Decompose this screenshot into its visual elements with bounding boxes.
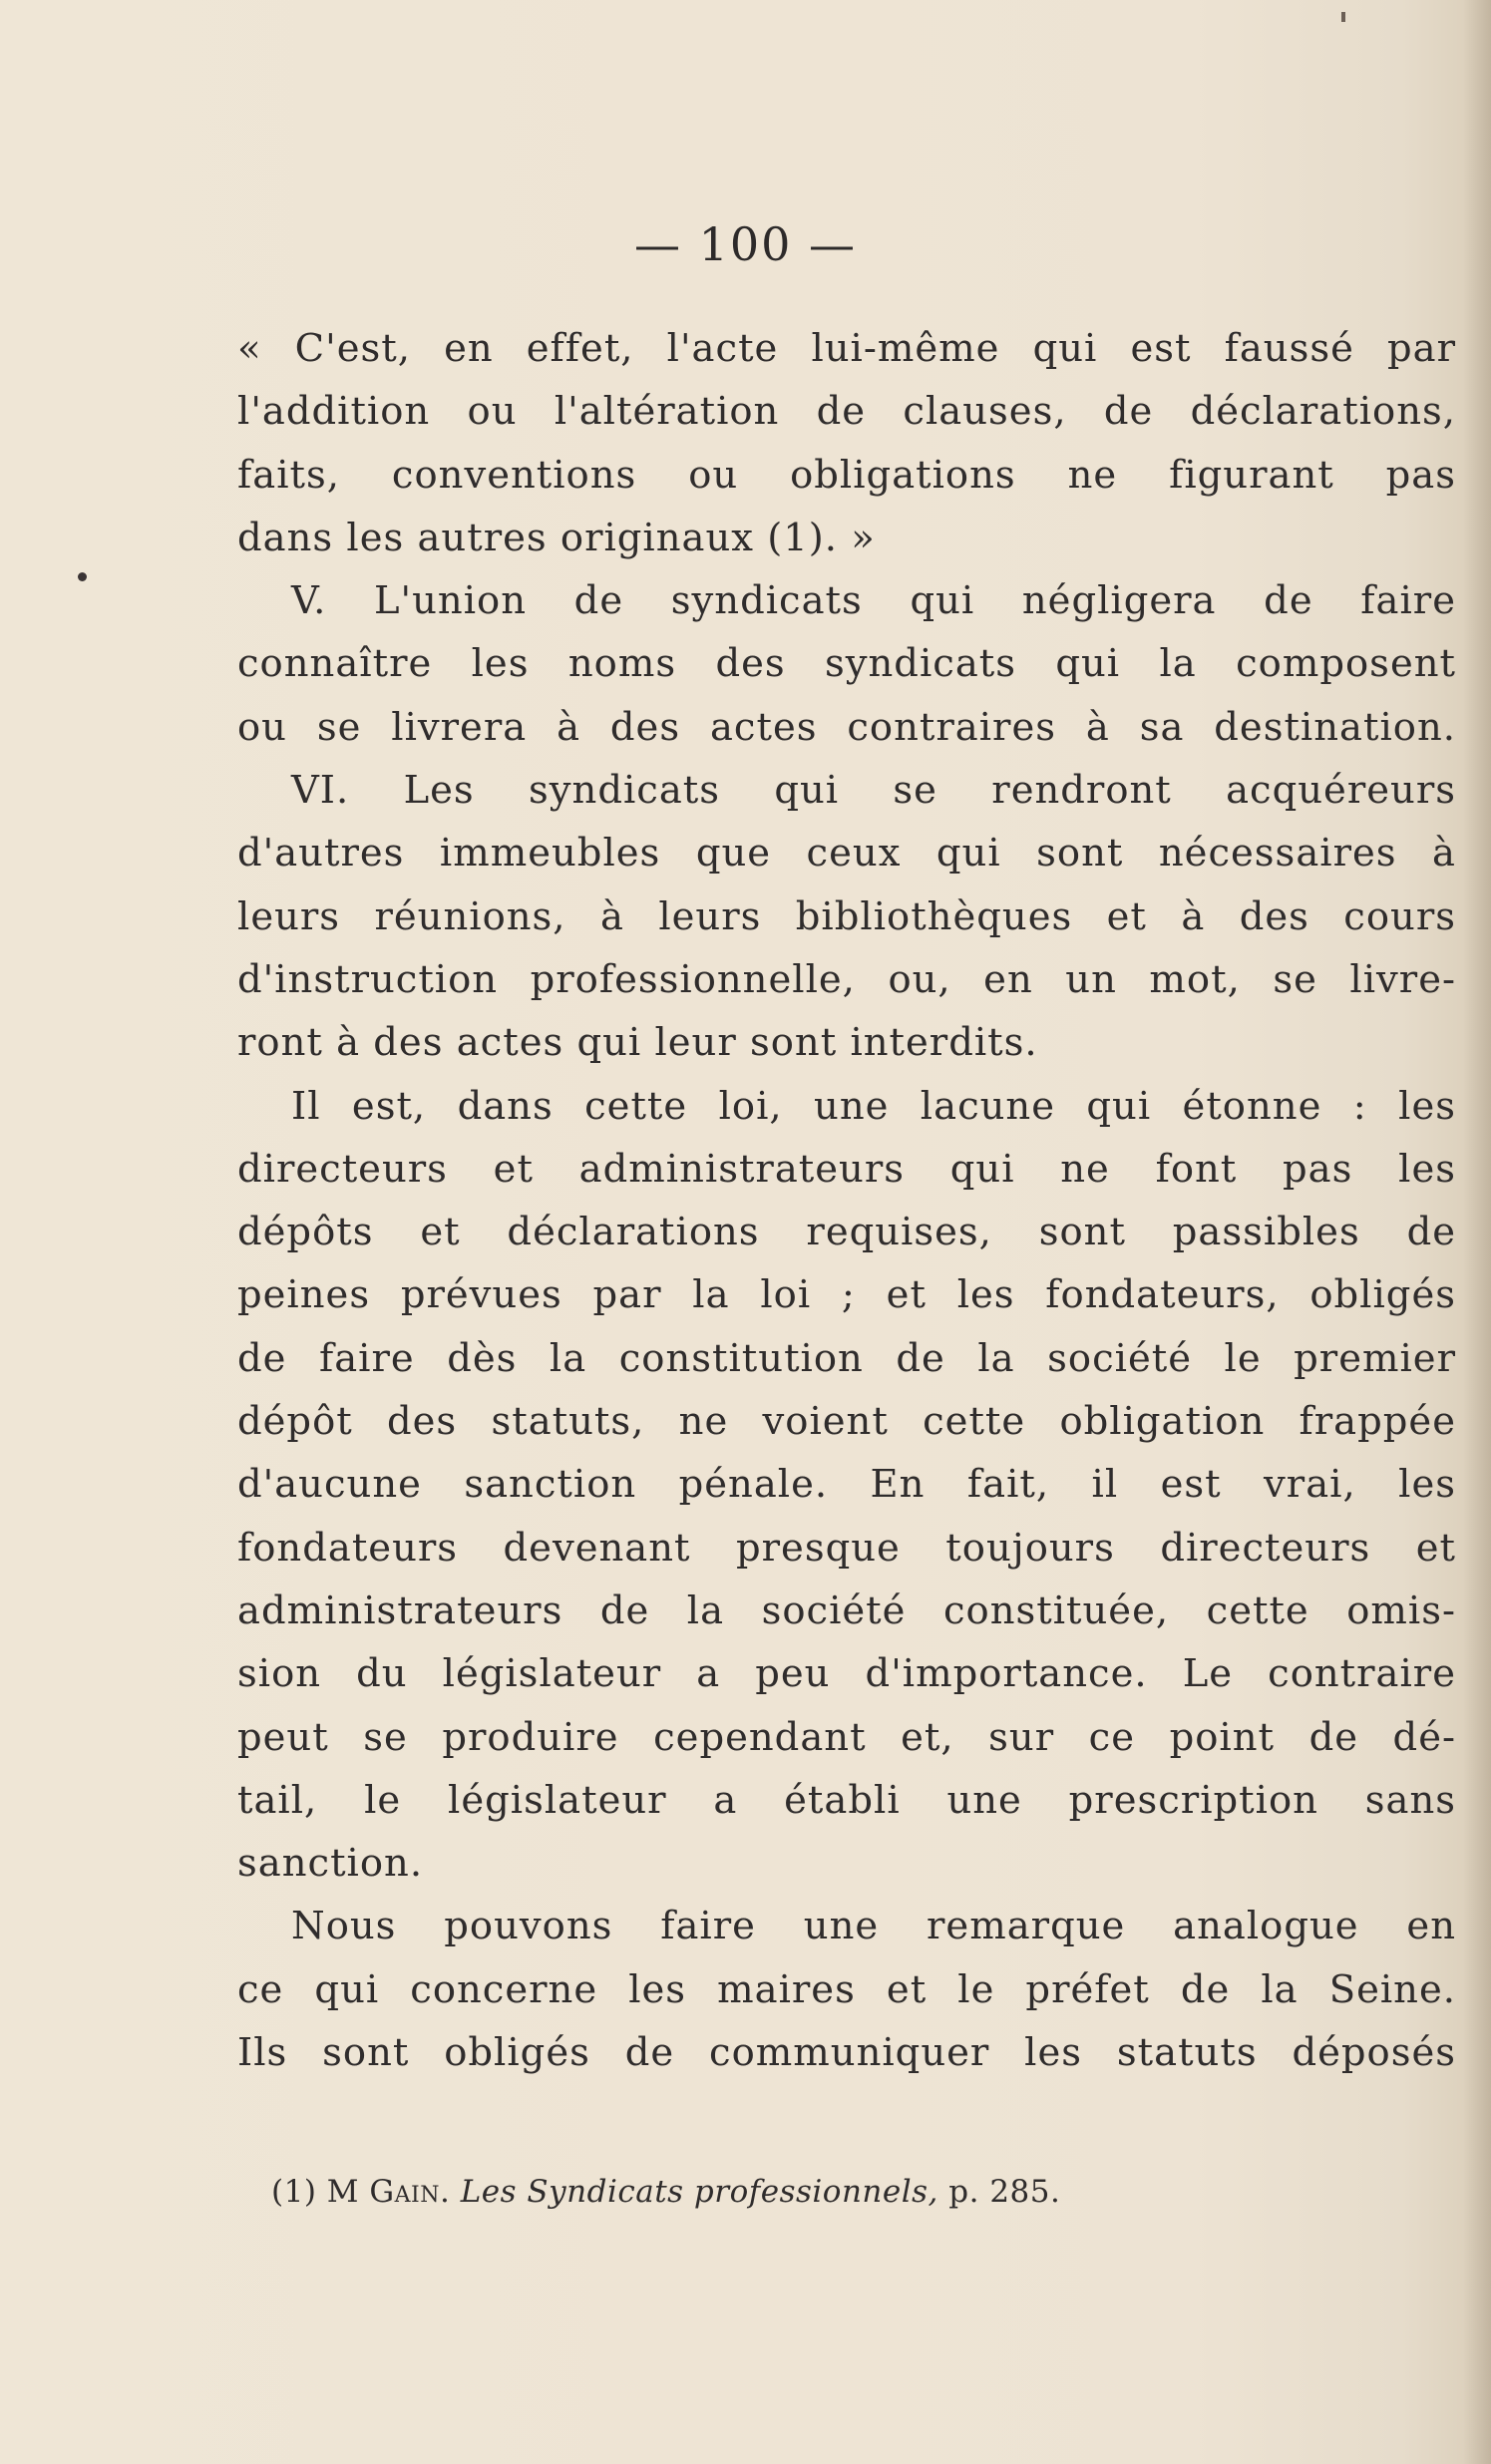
text-line: d'instruction professionnelle, ou, en un mot, se livre- bbox=[237, 956, 1456, 1002]
text-line: « C'est, en effet, l'acte lui-même qui est faussé par bbox=[237, 326, 1456, 371]
text-line: ront à des actes qui leur sont interdits. bbox=[237, 1020, 1038, 1066]
print-speck bbox=[1341, 12, 1345, 22]
footnote-page-ref: p. 285. bbox=[948, 2174, 1061, 2210]
text-line: leurs réunions, à leurs bibliothèques et à des cours bbox=[237, 893, 1456, 939]
text-line: d'aucune sanction pénale. En fait, il est vrai, les bbox=[237, 1462, 1456, 1508]
text-line: dans les autres originaux (1). » bbox=[237, 515, 876, 560]
text-line: ce qui concerne les maires et le préfet de la Seine. bbox=[237, 1966, 1456, 2012]
text-line: faits, conventions ou obligations ne figurant pas bbox=[237, 452, 1456, 498]
text-line: d'autres immeubles que ceux qui sont nécessaires à bbox=[237, 831, 1456, 877]
text-line: Il est, dans cette loi, une lacune qui étonne : les bbox=[291, 1083, 1456, 1129]
footnote bbox=[271, 2174, 1368, 2210]
text-line: directeurs et administrateurs qui ne font pas les bbox=[237, 1146, 1456, 1192]
text-line: sion du législateur a peu d'importance. Le contraire bbox=[237, 1651, 1456, 1697]
page-number: — 100 — bbox=[633, 217, 858, 271]
margin-dot bbox=[78, 572, 87, 581]
footnote-title: Les Syndicats professionnels, bbox=[460, 2174, 938, 2210]
text-line: sanction. bbox=[237, 1841, 424, 1887]
text-line: dépôt des statuts, ne voient cette obligation frappée bbox=[237, 1399, 1456, 1445]
text-line: administrateurs de la société constituée, cette omis- bbox=[237, 1587, 1456, 1633]
text-line: fondateurs devenant presque toujours directeurs et bbox=[237, 1525, 1456, 1571]
text-line: peut se produire cependant et, sur ce point de dé- bbox=[237, 1714, 1456, 1760]
text-line: de faire dès la constitution de la société le premier bbox=[237, 1335, 1456, 1381]
text-line: connaître les noms des syndicats qui la composent bbox=[237, 641, 1456, 687]
text-line: ou se livrera à des actes contraires à sa destination. bbox=[237, 704, 1456, 750]
text-line: Nous pouvons faire une remarque analogue en bbox=[291, 1904, 1456, 1949]
text-line: V. L'union de syndicats qui négligera de faire bbox=[291, 578, 1456, 624]
footnote-author: Gain. bbox=[369, 2174, 451, 2210]
text-line: VI. Les syndicats qui se rendront acquéreurs bbox=[291, 768, 1456, 814]
text-line: tail, le législateur a établi une prescription sans bbox=[237, 1777, 1456, 1823]
page-edge-shadow bbox=[1463, 0, 1491, 2464]
body-text bbox=[237, 317, 1456, 2084]
footnote-marker: (1) M bbox=[271, 2174, 360, 2210]
text-line: peines prévues par la loi ; et les fondateurs, obligés bbox=[237, 1272, 1456, 1318]
text-line: dépôts et déclarations requises, sont passibles de bbox=[237, 1210, 1456, 1255]
text-line: Ils sont obligés de communiquer les statuts déposés bbox=[237, 2030, 1456, 2076]
text-line: l'addition ou l'altération de clauses, de déclarations, bbox=[237, 389, 1456, 435]
